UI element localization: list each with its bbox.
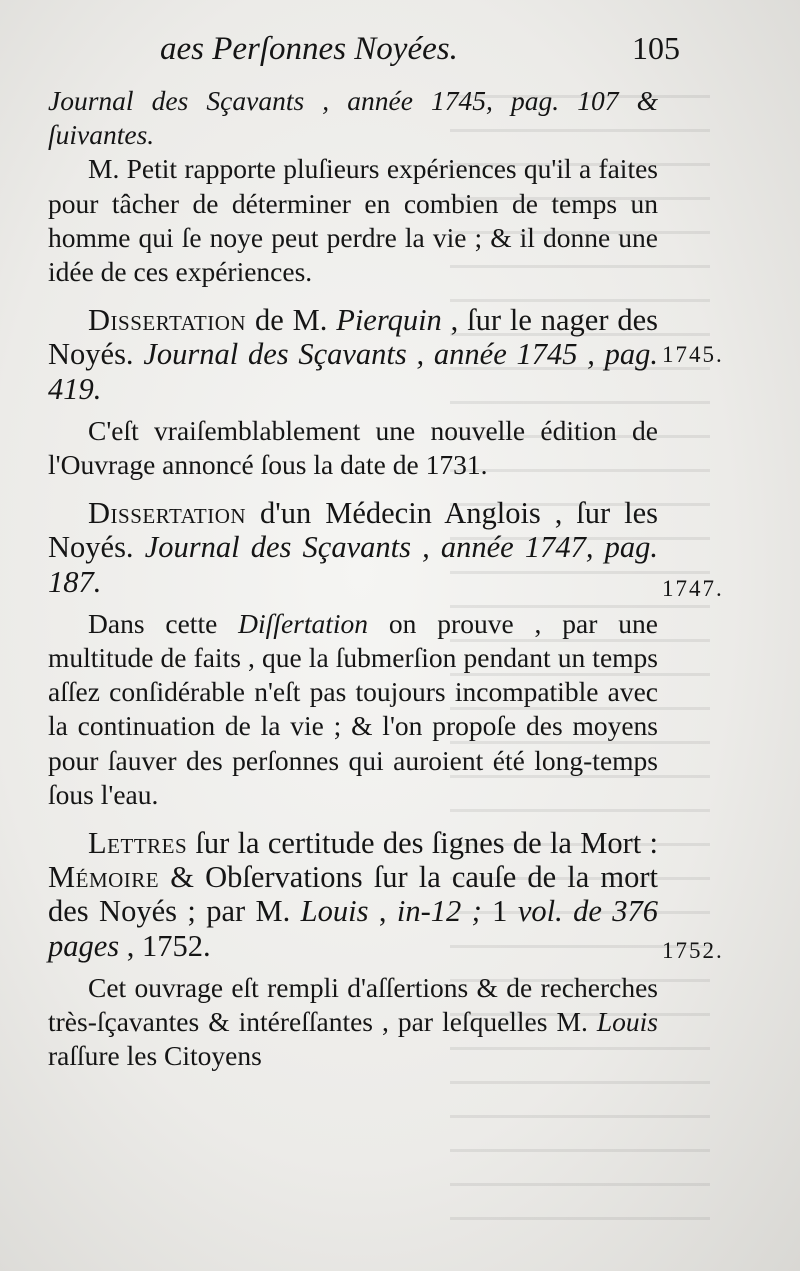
entry-lead: Lettres [88, 826, 188, 861]
entry-title: Dissertation de M. Pierquin , ſur le nager des Noyés. Journal des Sçavants , année 1745 , pag. 419. [48, 303, 658, 406]
margin-year: 1745. [662, 342, 724, 367]
margin-year: 1747. [662, 576, 724, 601]
author-name: Louis [300, 894, 369, 929]
text-column [48, 84, 658, 1073]
entry-lead: Dissertation [88, 496, 247, 531]
running-header [160, 30, 680, 68]
citation-continuation: Journal des Sçavants , année 1745, pag. 107 & ſuivantes. [48, 85, 658, 151]
entry-title: Lettres ſur la certitude des ſignes de la Mort : Mémoire & Obſervations ſur la cauſe de la mort des Noyés ; par M. Louis , in-12 ; 1 vol. de 376 pages , 1752. [48, 826, 658, 963]
entry-title: Dissertation d'un Médecin Anglois , ſur les Noyés. Journal des Sçavants , année 1747, pag. 187. [48, 496, 659, 599]
entry-body: Dans cette Diſſertation on prouve , par une multitude de faits , que la ſubmerſion pendant un temps aſſez conſidérable n'eſt pas toujours incompatible avec la continuation de la vie ; & l'on propoſe des moyens pour ſauver des perſonnes qui auroient été long-temps ſous l'eau. [48, 607, 658, 810]
running-title: aes Perſonnes Noyées. [160, 31, 458, 67]
page-number: 105 [632, 30, 680, 66]
entry-body: C'eſt vraiſemblablement une nouvelle édition de l'Ouvrage annoncé ſous la date de 1731. [48, 414, 658, 481]
author-name: Pierquin [336, 303, 442, 338]
entry-body: M. Petit rapporte pluſieurs expériences qu'il a faites pour tâcher de déterminer en combien de temps un homme qui ſe noye peut perdre la vie ; & il donne une idée de ces expériences. [48, 153, 658, 288]
margin-year: 1752. [662, 938, 724, 963]
entry-body: Cet ouvrage eſt rempli d'aſſertions & de recherches très-ſçavantes & intéreſſantes , par leſquelles M. Louis raſſure les Citoyens [48, 971, 658, 1072]
entry-lead: Dissertation [88, 303, 247, 338]
citation: Journal des Sçavants , année 1747, pag. 187. [48, 530, 659, 599]
citation: Journal des Sçavants , année 1745 , pag. 419. [48, 337, 658, 406]
